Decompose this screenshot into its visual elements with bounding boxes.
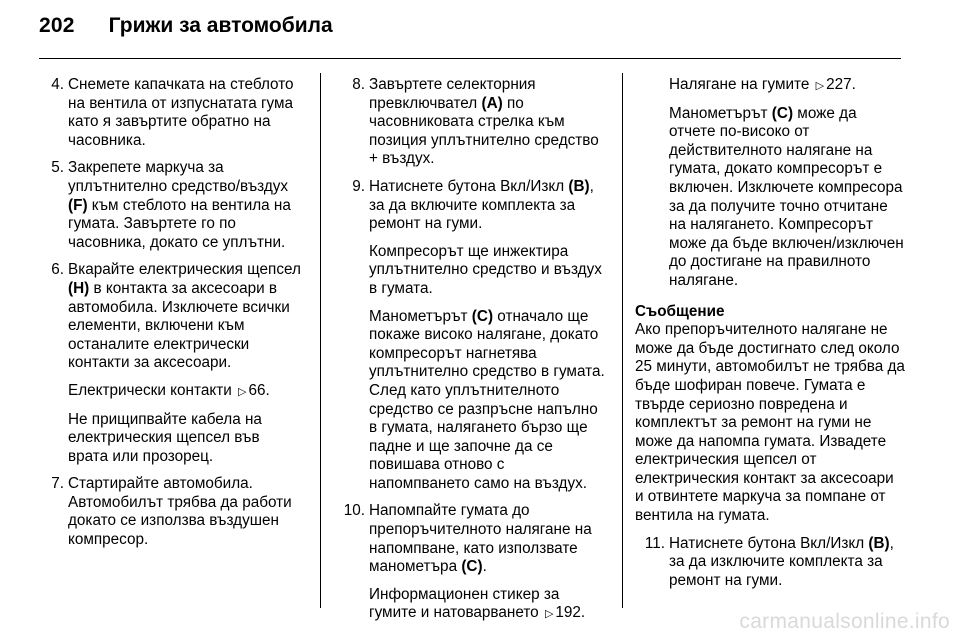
step-text: Компресорът ще инжектира уплътнително средство и въздух в гумата.: [369, 242, 602, 297]
page-arrow-icon: ▷: [815, 79, 825, 92]
step-number: 6.: [51, 261, 64, 279]
step-text: Снемете капачката на стеблото на вентила от изпуснатата гума като я завъртите обратно на часовника.: [68, 76, 294, 149]
column-divider-2: [622, 73, 623, 608]
step-text: Закрепете маркуча за уплътнително средство/въздух (F) към стеблото на вентила на гумата. Завъртете го по часовника, докато се уплътни.: [68, 159, 291, 251]
step-number: 9.: [352, 177, 365, 195]
step-text: Напомпайте гумата до препоръчителното налягане на напомпване, като използвате манометъра (C).: [369, 502, 592, 576]
part-label: (C): [771, 104, 794, 122]
step-number: 5.: [51, 159, 64, 177]
step-number: 11.: [644, 534, 665, 552]
page-title: Грижи за автомобила: [108, 14, 333, 37]
note-title: Съобщение: [635, 302, 725, 320]
column-1: [43, 76, 303, 559]
step-text: Манометърът (C) може да отчете по-високо от действителното налягане на гумата, докато компресорът е включен. Изключете компресора за да получите точно отчитане на налягането. Компресорът може да бъде включен/изключен до достигане на правилното налягане.: [669, 104, 904, 289]
page-number: 202: [39, 14, 75, 37]
step-text: Вкарайте електрическия щепсел (H) в контакта за аксесоари в автомобила. Изключете всички елементи, включени към останалите електрически контакти за аксесоари.: [68, 261, 301, 372]
step-10: [331, 502, 607, 624]
step-number: 10.: [343, 502, 365, 520]
step-5: [43, 159, 303, 252]
page-arrow-icon: ▷: [544, 607, 554, 621]
column-2: [331, 76, 607, 633]
part-label: (F): [68, 196, 88, 214]
step-number: 7.: [51, 475, 64, 493]
part-label: (B): [568, 177, 590, 195]
step-number: 4.: [51, 76, 64, 93]
step-6: [43, 261, 303, 466]
part-label: (B): [868, 534, 890, 552]
watermark: carmanualsonline.info: [739, 610, 950, 633]
column-3: [635, 76, 905, 599]
column-divider-1: [320, 73, 321, 608]
part-label: (A): [481, 94, 503, 112]
header-divider: [39, 58, 901, 59]
step-8: [331, 76, 607, 169]
step-9: [331, 178, 607, 494]
step-text: Манометърът (C) отначало ще покаже високо налягане, докато компресорът нагнетява уплътнително средство в гумата. След като уплътнителното средство се разпръсне напълно в гумата, налягането бързо ще падне и ще започне да се повишава отново с напомпването само на въздух.: [369, 307, 605, 492]
note-body: Ако препоръчителното налягане не може да бъде достигнато след около 25 минути, автомобилът не трябва да бъде шофиран повече. Гумата е твърде сериозно повредена и комплектът за ремонт на гуми не може да напомпа гумата. Извадете електрическия щепсел от електрическия контакт за аксесоари и отвинтете маркуча за помпане от вентила на гумата.: [635, 321, 905, 525]
step-text: Стартирайте автомобила. Автомобилът трябва да работи докато се използва въздушен компресор.: [68, 475, 292, 549]
step-text: Завъртете селекторния превключвател (A) по часовниковата стрелка към позиция уплътнително средство + въздух.: [369, 76, 599, 168]
cross-reference[interactable]: Налягане на гумите ▷ 227.: [669, 76, 905, 96]
step-text: Не прищипвайте кабела на електрическия щепсел във врата или прозорец.: [68, 410, 262, 465]
step-11: [635, 535, 905, 591]
part-label: (C): [461, 558, 483, 576]
part-label: (C): [471, 307, 494, 325]
cross-reference[interactable]: Електрически контакти ▷ 66.: [68, 382, 303, 402]
step-4: [43, 76, 303, 150]
page-header: [39, 14, 333, 50]
step-text: Натиснете бутона Вкл/Изкл (B), за да изключите комплекта за ремонт на гуми.: [669, 534, 894, 589]
step-number: 8.: [352, 76, 365, 93]
step-text: Натиснете бутона Вкл/Изкл (B), за да включите комплекта за ремонт на гуми.: [369, 177, 594, 233]
step-7: [43, 475, 303, 549]
part-label: (H): [68, 279, 90, 297]
cross-reference[interactable]: Информационен стикер за гумите и натоварването ▷ 192.: [369, 586, 607, 624]
page-arrow-icon: ▷: [238, 384, 247, 398]
